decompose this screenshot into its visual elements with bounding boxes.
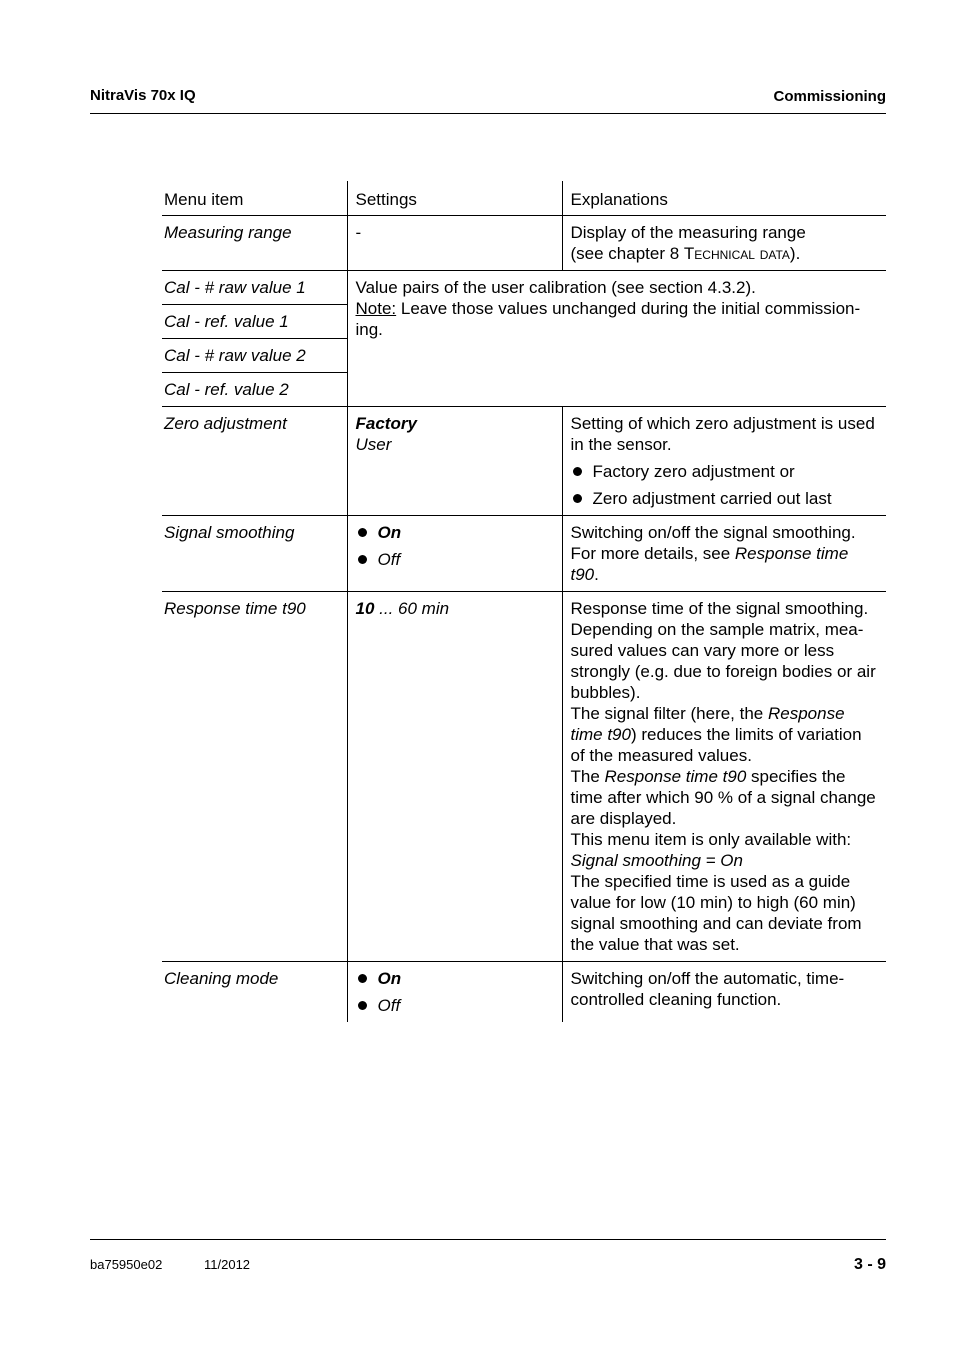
paragraph: This menu item is only available with: <box>570 830 852 849</box>
bullet-icon <box>358 974 367 983</box>
text-span: specifies the time after which 90 % of a signal change are displayed. <box>570 767 876 828</box>
text-span: The signal filter (here, the <box>570 704 768 723</box>
header-rule <box>90 113 886 114</box>
explanation-measuring-range <box>562 216 886 271</box>
table-header-row <box>162 181 886 216</box>
setting-zero-adjustment <box>347 407 562 516</box>
bullet-icon <box>358 1001 367 1010</box>
text-span: ). <box>789 244 801 263</box>
menu-item-response-time: Response time t90 <box>162 592 347 962</box>
menu-reference: Response time t90 <box>570 704 845 744</box>
explanation-signal-smoothing <box>562 516 886 592</box>
column-header-explanations: Explanations <box>562 181 886 216</box>
bullet-icon <box>573 494 582 503</box>
setting-option: User <box>355 435 392 454</box>
column-header-settings: Settings <box>347 181 562 216</box>
explanation-zero-adjustment <box>562 407 886 516</box>
setting-signal-smoothing <box>347 516 562 592</box>
explanation-response-time <box>562 592 886 962</box>
footer-page-number: 3 - 9 <box>853 1256 886 1273</box>
column-header-menu-item: Menu item <box>162 181 347 216</box>
explanation-line: Setting of which zero adjustment is used in the sensor. <box>570 414 875 454</box>
option-text: Off <box>377 550 401 569</box>
row-signal-smoothing <box>162 516 886 592</box>
setting-range: ... 60 min <box>374 599 450 618</box>
footer-document-number: ba75950e02 <box>90 1257 163 1272</box>
explanation-line <box>571 243 879 264</box>
menu-item-cal-ref-value-2: Cal - ref. value 2 <box>162 373 347 407</box>
setting-cleaning-mode <box>347 962 562 1023</box>
menu-reference: Response time t90 <box>604 767 747 786</box>
bullet-text: Zero adjustment carried out last <box>592 489 832 508</box>
header-product-name: NitraVis 70x IQ <box>90 87 196 104</box>
note-text: Leave those values unchanged during the initial commission-ing. <box>355 299 861 339</box>
menu-item-signal-smoothing: Signal smoothing <box>162 516 347 592</box>
paragraph: The specified time is used as a guide value for low (10 min) to high (60 min) signal smoothing and can deviate from the value that was set. <box>570 872 862 954</box>
menu-item-cleaning-mode: Cleaning mode <box>164 969 279 988</box>
option-text: On <box>377 523 402 542</box>
menu-item-cal-raw-value-1: Cal - # raw value 1 <box>162 271 347 305</box>
chapter-reference: Technical data <box>683 244 790 263</box>
bullet-icon <box>358 555 367 564</box>
explanation-line: Display of the measuring range <box>570 223 806 242</box>
header-chapter-title: Commissioning <box>773 88 886 105</box>
condition-reference: Signal smoothing = On <box>570 851 743 870</box>
setting-option-default <box>356 968 554 989</box>
option-text: Off <box>377 996 401 1015</box>
text-span: Switching on/off the signal smoothing. For more details, see <box>570 523 856 563</box>
menu-item-cal-ref-value-1: Cal - ref. value 1 <box>162 305 347 339</box>
paragraph <box>571 703 879 766</box>
setting-option-default: Factory <box>355 414 417 433</box>
option-text: On <box>377 969 402 988</box>
footer-rule <box>90 1239 886 1240</box>
menu-item-zero-adjustment: Zero adjustment <box>162 407 347 516</box>
row-cleaning-mode <box>162 962 886 1023</box>
bullet-icon <box>358 528 367 537</box>
menu-settings-table <box>162 181 886 1022</box>
text-span: ) reduces the limits of variation of the measured values. <box>570 725 862 765</box>
setting-option <box>356 995 554 1016</box>
explanation-calibration <box>347 271 886 407</box>
row-cal-raw-value-1 <box>162 271 886 305</box>
row-measuring-range <box>162 216 886 271</box>
setting-option-default <box>356 522 554 543</box>
setting-response-time <box>347 592 562 962</box>
menu-reference: Response time t90 <box>570 544 849 584</box>
row-response-time <box>162 592 886 962</box>
paragraph <box>571 766 879 829</box>
row-zero-adjustment <box>162 407 886 516</box>
footer-date: 11/2012 <box>204 1257 251 1272</box>
paragraph: Response time of the signal smoothing. Depending on the sample matrix, mea-sured values can vary more or less strongly (e.g. due to foreign bodies or air bubbles). <box>570 599 876 702</box>
setting-option <box>356 549 554 570</box>
explanation-line: Value pairs of the user calibration (see section 4.3.2). <box>355 278 756 297</box>
note-label: Note: <box>355 299 397 318</box>
bullet-item <box>571 461 879 482</box>
text-span: The <box>570 767 605 786</box>
text-span: . <box>594 565 599 584</box>
calibration-note <box>356 298 879 340</box>
setting-measuring-range: - <box>347 216 562 271</box>
bullet-item <box>571 488 879 509</box>
bullet-icon <box>573 467 582 476</box>
bullet-text: Factory zero adjustment or <box>592 462 795 481</box>
setting-option-default: 10 <box>355 599 375 618</box>
text-span: (see chapter 8 <box>570 244 684 263</box>
explanation-cleaning-mode: Switching on/off the automatic, time-controlled cleaning function. <box>562 962 886 1023</box>
menu-item-cal-raw-value-2: Cal - # raw value 2 <box>162 339 347 373</box>
menu-item-measuring-range: Measuring range <box>162 216 347 271</box>
